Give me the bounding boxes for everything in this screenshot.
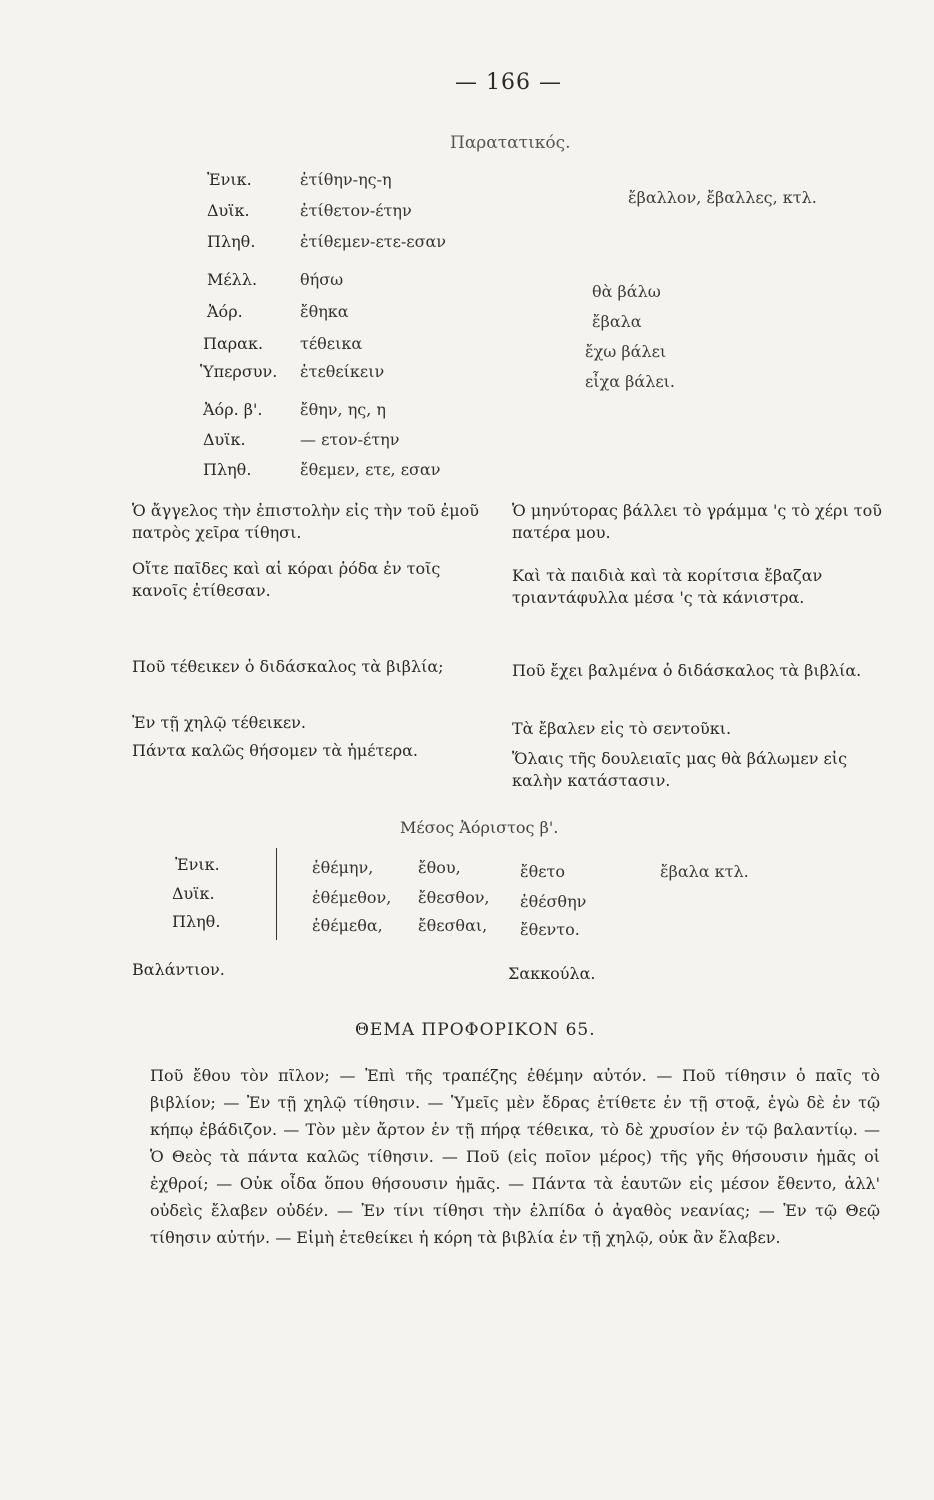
section-title: ΘΕΜΑ ΠΡΟΦΟΡΙΚΟΝ 65. [355,1020,596,1040]
conj-form: τέθεικα [300,334,363,353]
vocab-ancient: Βαλάντιον. [132,960,225,979]
middle-form: ἐθέμεθα, [312,916,383,935]
conj-label: Μέλλ. [207,270,258,289]
page-number: — 166 — [455,70,562,95]
modern-form: ἔβαλλον, ἔβαλλες, κτλ. [628,188,817,207]
ancient-sentence: Ποῦ τέθεικεν ὁ διδάσκαλος τὰ βιβλία; [132,657,444,676]
modern-sentence: Ὅλαις τῆς δουλειαῖς μας θὰ βάλωμεν εἰς καλὴν κατάστασιν. [512,749,848,790]
conj-form: ἐτίθετον-έτην [300,201,412,220]
middle-label: Δυϊκ. [172,884,215,903]
exercise-paragraph: Ποῦ ἔθου τὸν πῖλον; — Ἐπὶ τῆς τραπέζης ἐθέμην αὐτόν. — Ποῦ τίθησιν ὁ παῖς τὸ βιβλίον; — Ἐν τῇ χηλῷ τίθησιν. — Ὑμεῖς μὲν ἔδρας ἐτίθετε ἐν τῇ στοᾷ, ἐγὼ δὲ ἐν τῷ κήπῳ ἐβάδιζον. — Τὸν μὲν ἄρτον ἐν τῇ πήρᾳ τέθεικα, τὸ δὲ χρυσίον ἐν τῷ βαλαντίῳ. — Ὁ Θεὸς τὰ πάντα καλῶς τίθησιν. — Ποῦ (εἰς ποῖον μέρος) τῆς γῆς θήσουσιν ἡμᾶς οἱ ἐχθροί; — Οὐκ οἶδα ὅπου θήσουσιν ἡμᾶς. — Πάντα τὰ ἑαυτῶν εἰς μέσον ἔθεντο, ἀλλ' οὐδεὶς ἔλαβεν οὐδέν. — Ἐν τίνι τίθησι τὴν ἐλπίδα ὁ ἀγαθὸς νεανίας; — Ἐν τῷ Θεῷ τίθησιν αὐτήν. — Εἰμὴ ἐτεθείκει ἡ κόρη τὰ βιβλία ἐν τῇ χηλῷ, οὐκ ἂν ἔλαβεν. [150,1066,880,1247]
conj-label: Ἀόρ. β'. [203,400,263,419]
conj-form: ἔθεμεν, ετε, εσαν [300,460,441,479]
middle-label: Ἐνικ. [175,855,220,874]
middle-form: ἐθέμην, [312,858,374,877]
modern-form: ἔχω βάλει [585,342,667,361]
middle-form: ἐθέσθην [520,892,587,911]
conj-form: ἐτίθην-ης-η [300,170,392,189]
conj-label: Παρακ. [203,334,264,353]
imperfect-heading: Παρατατικός. [450,133,571,153]
middle-form: ἔθεντο. [520,920,580,939]
modern-form: εἶχα βάλει. [585,372,675,391]
middle-form: ἔθου, [418,858,461,877]
conj-label: Πληθ. [207,232,256,251]
modern-sentence: Τὰ ἔβαλεν εἰς τὸ σεντοῦκι. [512,719,732,738]
middle-form: ἔθετο [520,862,565,881]
modern-sentence: Καὶ τὰ παιδιὰ καὶ τὰ κορίτσια ἔβαζαν τριαντάφυλλα μέσα 'ς τὰ κάνιστρα. [512,566,823,607]
conj-form: θήσω [300,270,344,289]
conj-form: ἔθηκα [300,302,349,321]
middle-form: ἔθεσθαι, [418,916,488,935]
modern-form: ἔβαλα [592,312,642,331]
conj-label: Ἐνικ. [207,170,252,189]
conj-label: Πληθ. [203,460,252,479]
conj-label: Δυϊκ. [203,430,246,449]
middle-modern: ἔβαλα κτλ. [660,862,749,881]
middle-aorist-heading: Μέσος Ἀόριστος β'. [400,818,559,837]
conj-label: Ὑπερσυν. [200,362,278,381]
modern-sentence: Ποῦ ἔχει βαλμένα ὁ διδάσκαλος τὰ βιβλία. [512,661,862,680]
conj-form: — ετον-έτην [300,430,400,449]
middle-form: ἔθεσθον, [418,888,490,907]
conj-form: ἐτεθείκειν [300,362,385,381]
conj-label: Δυϊκ. [207,201,250,220]
middle-label: Πληθ. [172,912,221,931]
ancient-sentence: Ἐν τῇ χηλῷ τέθεικεν. [132,713,306,732]
ancient-sentence: Οἴτε παῖδες καὶ αἱ κόραι ῥόδα ἐν τοῖς κανοῖς ἐτίθεσαν. [132,559,441,600]
vocab-modern: Σακκούλα. [508,964,596,983]
modern-form: θὰ βάλω [592,282,661,301]
table-divider [276,848,277,940]
conj-form: ἔθην, ης, η [300,400,387,419]
middle-form: ἐθέμεθον, [312,888,392,907]
conj-label: Ἀόρ. [207,302,243,321]
ancient-sentence: Πάντα καλῶς θήσομεν τὰ ἡμέτερα. [132,741,418,760]
ancient-sentence: Ὁ ἄγγελος τὴν ἐπιστολὴν εἰς τὴν τοῦ ἐμοῦ πατρὸς χεῖρα τίθησι. [132,501,479,542]
conj-form: ἐτίθεμεν-ετε-εσαν [300,232,447,251]
modern-sentence: Ὁ μηνύτορας βάλλει τὸ γράμμα 'ς τὸ χέρι τοῦ πατέρα μου. [512,501,883,542]
